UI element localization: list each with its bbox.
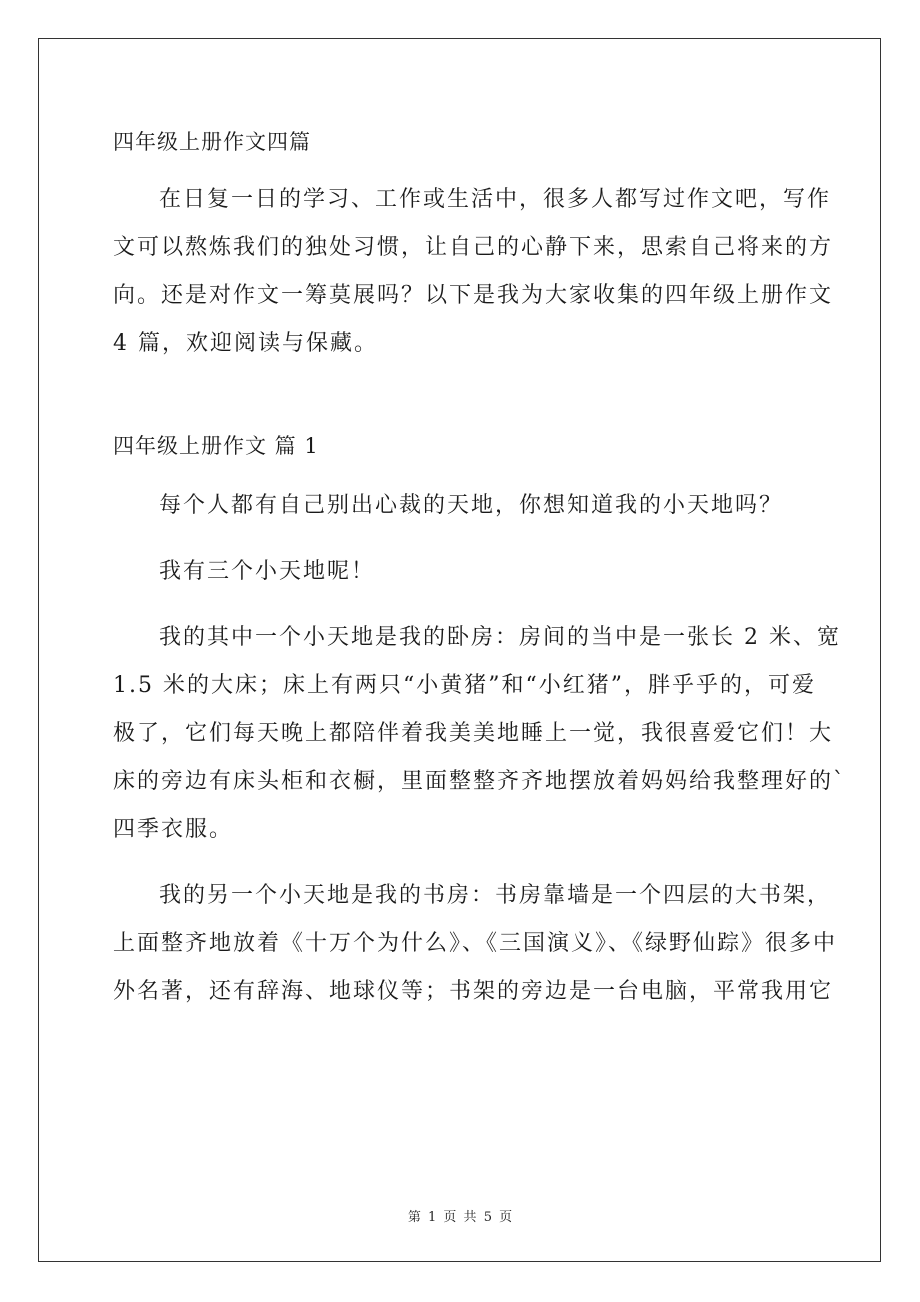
paragraph-line: 我的其中一个小天地是我的卧房：房间的当中是一张长 2 米、宽 [159, 625, 841, 650]
paragraph-4 [113, 872, 838, 1016]
paragraph-line: 外名著，还有辞海、地球仪等；书架的旁边是一台电脑，平常我用它 [113, 979, 834, 1004]
paragraph-line: 我有三个小天地呢！ [159, 559, 376, 584]
paragraph-line: 上面整齐地放着《十万个为什么》、《三国演义》、《绿野仙踪》很多中 [113, 931, 838, 956]
paragraph-line: 每个人都有自己别出心裁的天地，你想知道我的小天地吗？ [159, 493, 784, 518]
page-footer: 第 1 页 共 5 页 [407, 1210, 513, 1225]
intro-line: 在日复一日的学习、工作或生活中，很多人都写过作文吧，写作 [159, 187, 832, 212]
paragraph-2 [113, 548, 813, 596]
paragraph-line: 1.5 米的大床；床上有两只“小黄猪”和“小红猪”，胖乎乎的，可爱 [113, 673, 816, 698]
paragraph-3 [113, 614, 847, 854]
intro-paragraph [113, 176, 834, 368]
intro-line: 向。还是对作文一筹莫展吗？以下是我为大家收集的四年级上册作文 [113, 283, 834, 308]
paragraph-1 [113, 482, 813, 530]
section-heading: 四年级上册作文 篇 1 [113, 434, 319, 458]
paragraph-line: 四季衣服。 [113, 817, 234, 842]
document-body [113, 120, 847, 1016]
paragraph-line: 床的旁边有床头柜和衣橱，里面整整齐齐地摆放着妈妈给我整理好的` [113, 769, 847, 794]
paragraph-line: 极了，它们每天晚上都陪伴着我美美地睡上一觉，我很喜爱它们！大 [113, 721, 834, 746]
paragraph-line: 我的另一个小天地是我的书房：书房靠墙是一个四层的大书架， [159, 883, 832, 908]
intro-line: 4 篇，欢迎阅读与保藏。 [113, 331, 378, 356]
document-title: 四年级上册作文四篇 [113, 130, 311, 154]
intro-line: 文可以熬炼我们的独处习惯，让自己的心静下来，思索自己将来的方 [113, 235, 834, 260]
